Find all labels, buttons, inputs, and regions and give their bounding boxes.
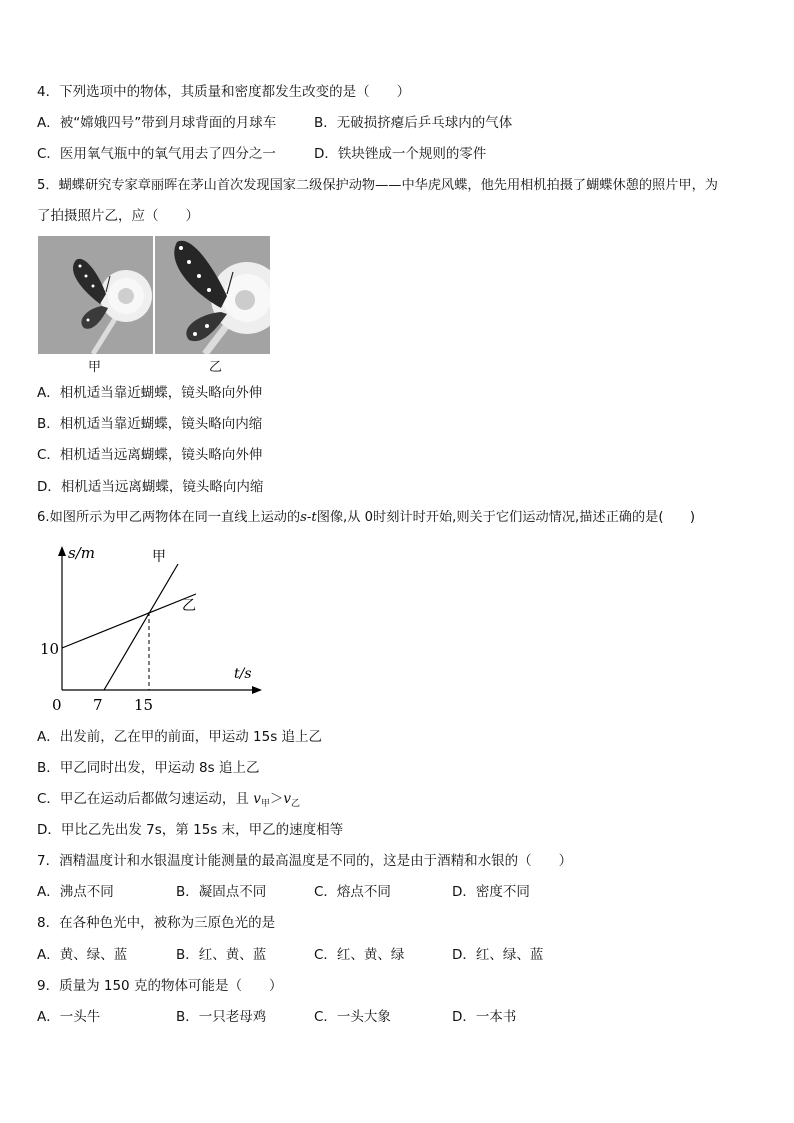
q5-option-c: C．相机适当远离蝴蝶，镜头略向外伸 xyxy=(37,447,263,463)
q9-option-c: C．一头大象 xyxy=(314,1009,391,1025)
q8-stem: 8．在各种色光中，被称为三原色光的是 xyxy=(37,915,276,931)
q6-stem: 6.如图所示为甲乙两物体在同一直线上运动的s-t图像,从 0时刻计时开始,则关于它们运动情况,描述正确的是( ) xyxy=(37,510,696,525)
q9-option-b: B．一只老母鸡 xyxy=(176,1009,267,1025)
q7-option-c: C．熔点不同 xyxy=(314,884,391,900)
series-label-yi: 乙 xyxy=(182,598,196,614)
q9-option-d: D．一本书 xyxy=(452,1009,517,1025)
q7-stem: 7．酒精温度计和水银温度计能测量的最高温度是不同的，这是由于酒精和水银的（ ） xyxy=(37,853,573,869)
line-yi xyxy=(62,594,196,648)
butterfly-photo-a xyxy=(38,236,153,354)
x-axis-label: t/s xyxy=(234,666,252,682)
q6-option-b: B．甲乙同时出发，甲运动 8s 追上乙 xyxy=(37,760,260,776)
q7-option-a: A．沸点不同 xyxy=(37,884,114,900)
q9-option-a: A．一头牛 xyxy=(37,1009,101,1025)
q4-stem: 4．下列选项中的物体，其质量和密度都发生改变的是（ ） xyxy=(37,84,411,100)
q5-stem-line2: 了拍摄照片乙，应（ ） xyxy=(37,208,199,224)
q6-option-c: C．甲乙在运动后都做匀速运动，且 $v_甲>v_乙$ xyxy=(37,791,301,809)
q8-option-c: C．红、黄、绿 xyxy=(314,947,405,963)
y-tick-10: 10 xyxy=(40,640,60,658)
butterfly-photo-b xyxy=(155,236,270,354)
q4-option-a: A．被“嫦娥四号”带到月球背面的月球车 xyxy=(37,115,277,131)
x-axis-arrow xyxy=(252,686,262,694)
y-axis-label: s/m xyxy=(68,544,95,562)
q4-option-c: C．医用氧气瓶中的氧气用去了四分之一 xyxy=(37,146,276,162)
x-tick-7: 7 xyxy=(93,696,103,714)
q7-option-d: D．密度不同 xyxy=(452,884,530,900)
q7-option-b: B．凝固点不同 xyxy=(176,884,267,900)
q6-option-a: A．出发前，乙在甲的前面，甲运动 15s 追上乙 xyxy=(37,729,323,745)
q5-option-d: D．相机适当远离蝴蝶，镜头略向内缩 xyxy=(37,479,264,495)
photo-caption-b: 乙 xyxy=(209,360,223,375)
q5-stem-line1: 5．蝴蝶研究专家章丽晖在茅山首次发现国家二级保护动物——中华虎风蝶，他先用相机拍摄了蝴蝶休憩的照片甲，为 xyxy=(37,178,718,193)
q8-option-a: A．黄、绿、蓝 xyxy=(37,947,128,963)
origin-label: 0 xyxy=(52,696,62,714)
q8-option-b: B．红、黄、蓝 xyxy=(176,947,267,963)
q4-option-d: D．铁块锉成一个规则的零件 xyxy=(314,146,487,162)
y-axis-arrow xyxy=(58,546,66,556)
q5-option-a: A．相机适当靠近蝴蝶，镜头略向外伸 xyxy=(37,385,263,401)
photo-caption-a: 甲 xyxy=(88,360,102,375)
q9-stem: 9．质量为 150 克的物体可能是（ ） xyxy=(37,978,283,994)
q8-option-d: D．红、绿、蓝 xyxy=(452,947,544,963)
x-tick-15: 15 xyxy=(134,696,154,714)
q5-option-b: B．相机适当靠近蝴蝶，镜头略向内缩 xyxy=(37,416,263,432)
q4-option-b: B．无破损挤瘪后乒乓球内的气体 xyxy=(314,115,513,131)
st-graph xyxy=(38,542,268,722)
series-label-jia: 甲 xyxy=(152,549,166,565)
q6-option-d: D．甲比乙先出发 7s，第 15s 末，甲乙的速度相等 xyxy=(37,822,344,838)
